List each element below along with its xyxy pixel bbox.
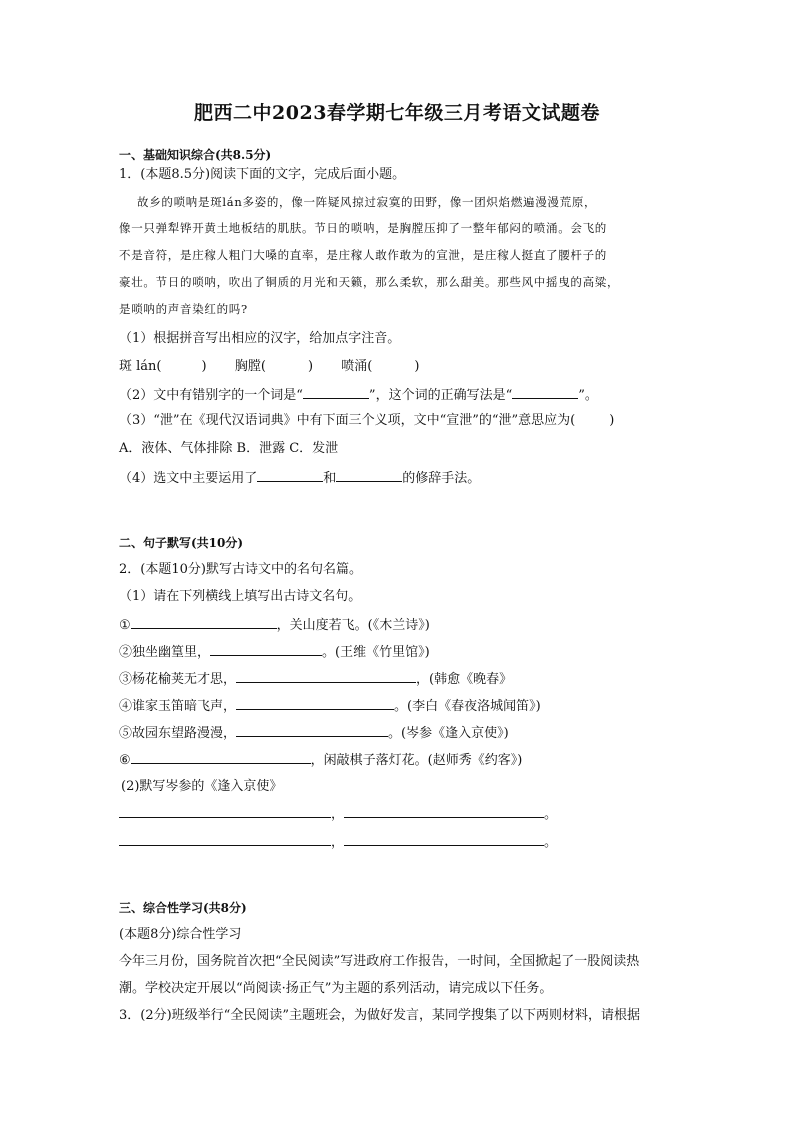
answer-blank[interactable] bbox=[257, 468, 323, 482]
question-2-intro: 2．(本题10分)默写古诗文中的名句名篇。 bbox=[119, 562, 362, 577]
sub-question-4: （4）选文中主要运用了 和 的修辞手法。 bbox=[119, 468, 480, 488]
answer-blank[interactable] bbox=[119, 832, 331, 846]
poem-line-2: ②独坐幽篁里， 。(王维《竹里馆》) bbox=[119, 642, 430, 662]
page-title: 肥西二中2023春学期七年级三月考语文试题卷 bbox=[194, 102, 600, 124]
question-3: 3．(2分)班级举行“全民阅读”主题班会，为做好发言，某同学搜集了以下两则材料，请根据 bbox=[119, 1008, 640, 1023]
answer-blank[interactable] bbox=[512, 385, 578, 399]
answer-options: A．液体、气体排除 B．泄露 C．发泄 bbox=[119, 441, 339, 456]
pinyin-row: 斑 lán( ) 胸膛( ) 喷涌( ) bbox=[119, 359, 420, 374]
answer-blank[interactable] bbox=[344, 804, 544, 818]
sub-question-1: （1）根据拼音写出相应的汉字，给加点字注音。 bbox=[119, 331, 401, 346]
answer-blank[interactable] bbox=[210, 642, 322, 656]
answer-blank[interactable] bbox=[236, 723, 388, 737]
answer-blank[interactable] bbox=[131, 750, 311, 764]
pinyin-item-ban: 斑 lán( bbox=[119, 359, 162, 374]
answer-blank[interactable] bbox=[131, 615, 277, 629]
answer-blank[interactable] bbox=[236, 696, 394, 710]
poem-blank-row-2: ， 。 bbox=[119, 832, 557, 852]
poem-line-3: ③杨花榆荚无才思， ，(韩愈《晚春》 bbox=[119, 669, 512, 689]
poem-line-4: ④谁家玉笛暗飞声， 。(李白《春夜洛城闻笛》) bbox=[119, 696, 541, 716]
answer-blank[interactable] bbox=[344, 832, 544, 846]
question-1-intro: 1．(本题8.5分)阅读下面的文字，完成后面小题。 bbox=[119, 167, 406, 182]
section-3-paragraph-line-1: 今年三月份，国务院首次把“全民阅读”写进政府工作报告，一时间，全国掀起了一股阅读热 bbox=[119, 954, 640, 969]
section-heading-1: 一、基础知识综合(共8.5分) bbox=[119, 148, 272, 162]
poem-line-5: ⑤故园东望路漫漫， 。(岑参《逢入京使》) bbox=[119, 723, 509, 743]
pinyin-item-penyong: 喷涌( bbox=[341, 359, 373, 374]
answer-blank[interactable] bbox=[303, 385, 369, 399]
sub-question-2: （2）文中有错别字的一个词是“ ”，这个词的正确写法是“ ”。 bbox=[119, 385, 598, 405]
sub-question-3: （3）“泄”在《现代汉语词典》中有下面三个义项，文中“宣泄”的“泄”意思应为( ) bbox=[119, 413, 615, 428]
passage-line-4: 豪壮。节日的唢呐，吹出了铜质的月光和天籁，那么柔软，那么甜美。那些风中摇曳的高粱， bbox=[119, 275, 620, 289]
answer-blank[interactable] bbox=[119, 804, 331, 818]
poem-line-6: ⑥ ，闲敲棋子落灯花。(赵师秀《约客》) bbox=[119, 750, 522, 770]
passage-line-5: 是唢呐的声音染红的吗? bbox=[119, 302, 248, 316]
sub-question-2: (2)默写岑参的《逢入京使》 bbox=[121, 779, 283, 794]
sub-question-1: （1）请在下列横线上填写出古诗文名句。 bbox=[119, 589, 362, 604]
section-heading-2: 二、句子默写(共10分) bbox=[119, 536, 244, 550]
poem-blank-row-1: ， 。 bbox=[119, 804, 557, 824]
passage-line-3: 不是音符，是庄稼人粗门大嗓的直率，是庄稼人敢作敢为的宣泄，是庄稼人挺直了腰杆子的 bbox=[119, 248, 607, 262]
poem-line-1: ① ，关山度若飞。(《木兰诗》) bbox=[119, 615, 430, 635]
pinyin-item-xiongtang: 胸膛( bbox=[234, 359, 266, 374]
passage-line-1: 故乡的唢呐是斑lán多姿的，像一阵疑风掠过寂寞的田野，像一团炽焰燃遍漫漫荒原， bbox=[137, 195, 597, 209]
section-3-intro: (本题8分)综合性学习 bbox=[119, 927, 242, 942]
section-heading-3: 三、综合性学习(共8分) bbox=[119, 901, 247, 915]
passage-line-2: 像一只弹犁铧开黄土地板结的肌肤。节日的唢呐，是胸膛压抑了一整年郁闷的喷涌。会飞的 bbox=[119, 221, 607, 235]
answer-blank[interactable] bbox=[336, 468, 402, 482]
answer-blank[interactable] bbox=[236, 669, 416, 683]
section-3-paragraph-line-2: 潮。学校决定开展以“尚阅读·扬正气”为主题的系列活动，请完成以下任务。 bbox=[119, 981, 553, 996]
